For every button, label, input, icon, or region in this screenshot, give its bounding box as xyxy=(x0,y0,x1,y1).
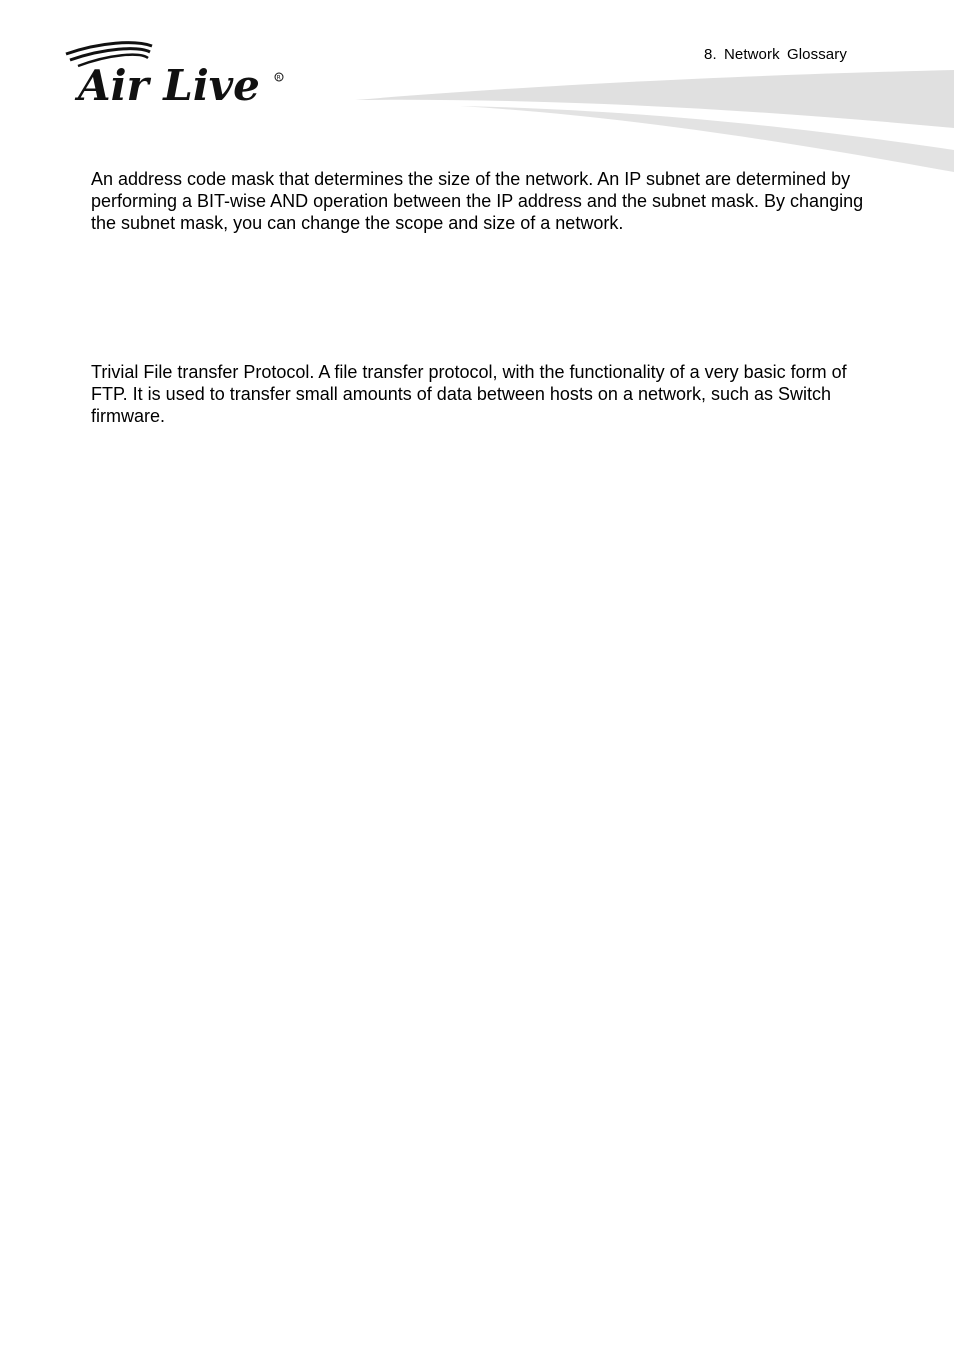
paragraph-tftp: Trivial File transfer Protocol. A file transfer protocol, with the functionality of a very basic form of FTP. It is used to transfer small amounts of data between hosts on a network, such as Switch firmware. xyxy=(91,362,847,426)
paragraph-subnet-mask: An address code mask that determines the size of the network. An IP subnet are determined by performing a BIT-wise AND operation between the IP address and the subnet mask. By changing the subnet mask, you can change the scope and size of a network. xyxy=(91,169,864,233)
logo-wordmark: Air Live xyxy=(78,61,260,110)
svg-text:R: R xyxy=(276,74,281,82)
chapter-label: 8. Network Glossary xyxy=(704,46,847,63)
airlive-logo xyxy=(60,40,290,110)
